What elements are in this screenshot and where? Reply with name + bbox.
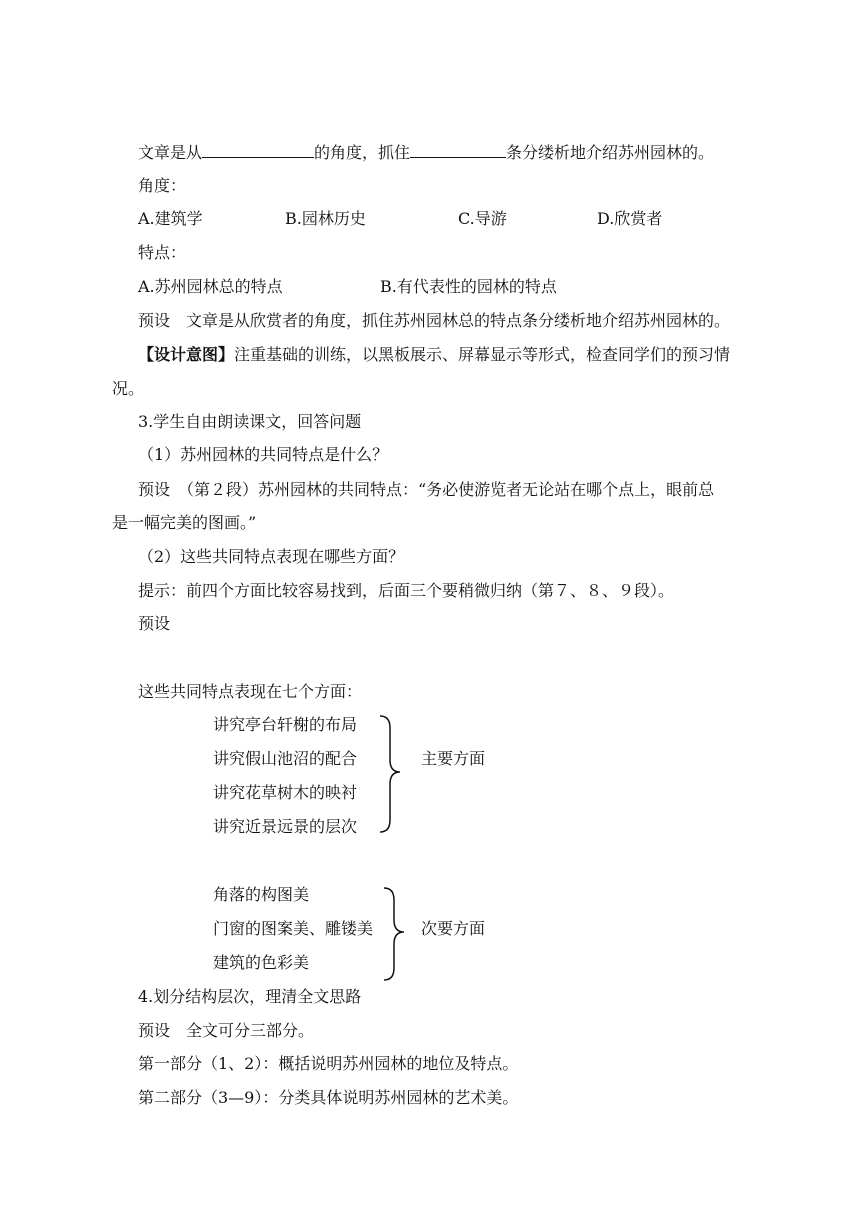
angle-option-a: A.建筑学 xyxy=(138,209,203,228)
angle-label: 角度： xyxy=(138,176,187,195)
sentence-part-2: 的角度，抓住 xyxy=(314,143,411,162)
sentence-part-1: 文章是从 xyxy=(138,143,203,162)
main-aspect-item: 讲究近景远景的层次 xyxy=(213,817,358,836)
feature-label: 特点： xyxy=(138,243,187,262)
sub-aspects-label: 次要方面 xyxy=(421,919,486,938)
hint: 提示：前四个方面比较容易找到，后面三个要稍微归纳（第７、８、９段）。 xyxy=(138,581,675,600)
design-intent-text: 注重基础的训练，以黑板展示、屏幕显示等形式，检查同学们的预习情 xyxy=(234,345,731,364)
main-aspect-item: 讲究亭台轩榭的布局 xyxy=(213,715,358,734)
preset-answer-2-continued: 是一幅完美的图画。” xyxy=(112,513,257,532)
main-aspects-label: 主要方面 xyxy=(421,749,486,768)
preset-answer-1: 预设 文章是从欣赏者的角度，抓住苏州园林总的特点条分缕析地介绍苏州园林的。 xyxy=(138,311,731,330)
question-4: 4.划分结构层次，理清全文思路 xyxy=(138,987,362,1006)
fill-in-sentence xyxy=(138,141,714,164)
sentence-part-3: 条分缕析地介绍苏州园林的。 xyxy=(506,143,715,162)
blank-angle[interactable] xyxy=(202,141,314,158)
angle-option-c: C.导游 xyxy=(458,209,507,228)
part-one: 第一部分（1、2）：概括说明苏州园林的地位及特点。 xyxy=(138,1054,519,1073)
preset-answer-2: 预设 （第２段）苏州园林的共同特点：“务必使游览者无论站在哪个点上，眼前总 xyxy=(138,480,715,499)
question-3-2: （2）这些共同特点表现在哪些方面？ xyxy=(138,547,405,566)
blank-feature[interactable] xyxy=(410,141,506,158)
design-intent xyxy=(138,344,730,366)
feature-option-a: A.苏州园林总的特点 xyxy=(138,277,283,296)
sub-aspect-item: 角落的构图美 xyxy=(213,885,310,904)
question-3: 3.学生自由朗读课文，回答问题 xyxy=(138,412,362,431)
sub-aspect-item: 建筑的色彩美 xyxy=(213,953,310,972)
part-two: 第二部分（3—9）：分类具体说明苏州园林的艺术美。 xyxy=(138,1088,519,1107)
angle-option-d: D.欣赏者 xyxy=(597,209,663,228)
preset-answer-4: 预设 全文可分三部分。 xyxy=(138,1021,315,1040)
preset-answer-3: 预设 xyxy=(138,614,171,633)
question-3-1: （1）苏州园林的共同特点是什么？ xyxy=(138,445,389,464)
design-intent-tag: 【设计意图】 xyxy=(138,345,235,364)
angle-option-b: B.园林历史 xyxy=(285,209,366,228)
sub-aspect-item: 门窗的图案美、雕镂美 xyxy=(213,919,374,938)
main-aspects-brace xyxy=(376,714,406,834)
main-aspect-item: 讲究假山池沼的配合 xyxy=(213,749,358,768)
seven-aspects-intro: 这些共同特点表现在七个方面： xyxy=(138,682,363,701)
sub-aspects-brace xyxy=(380,886,410,982)
design-intent-continued: 况。 xyxy=(112,379,145,398)
main-aspect-item: 讲究花草树木的映衬 xyxy=(213,783,358,802)
feature-option-b: B.有代表性的园林的特点 xyxy=(380,277,557,296)
